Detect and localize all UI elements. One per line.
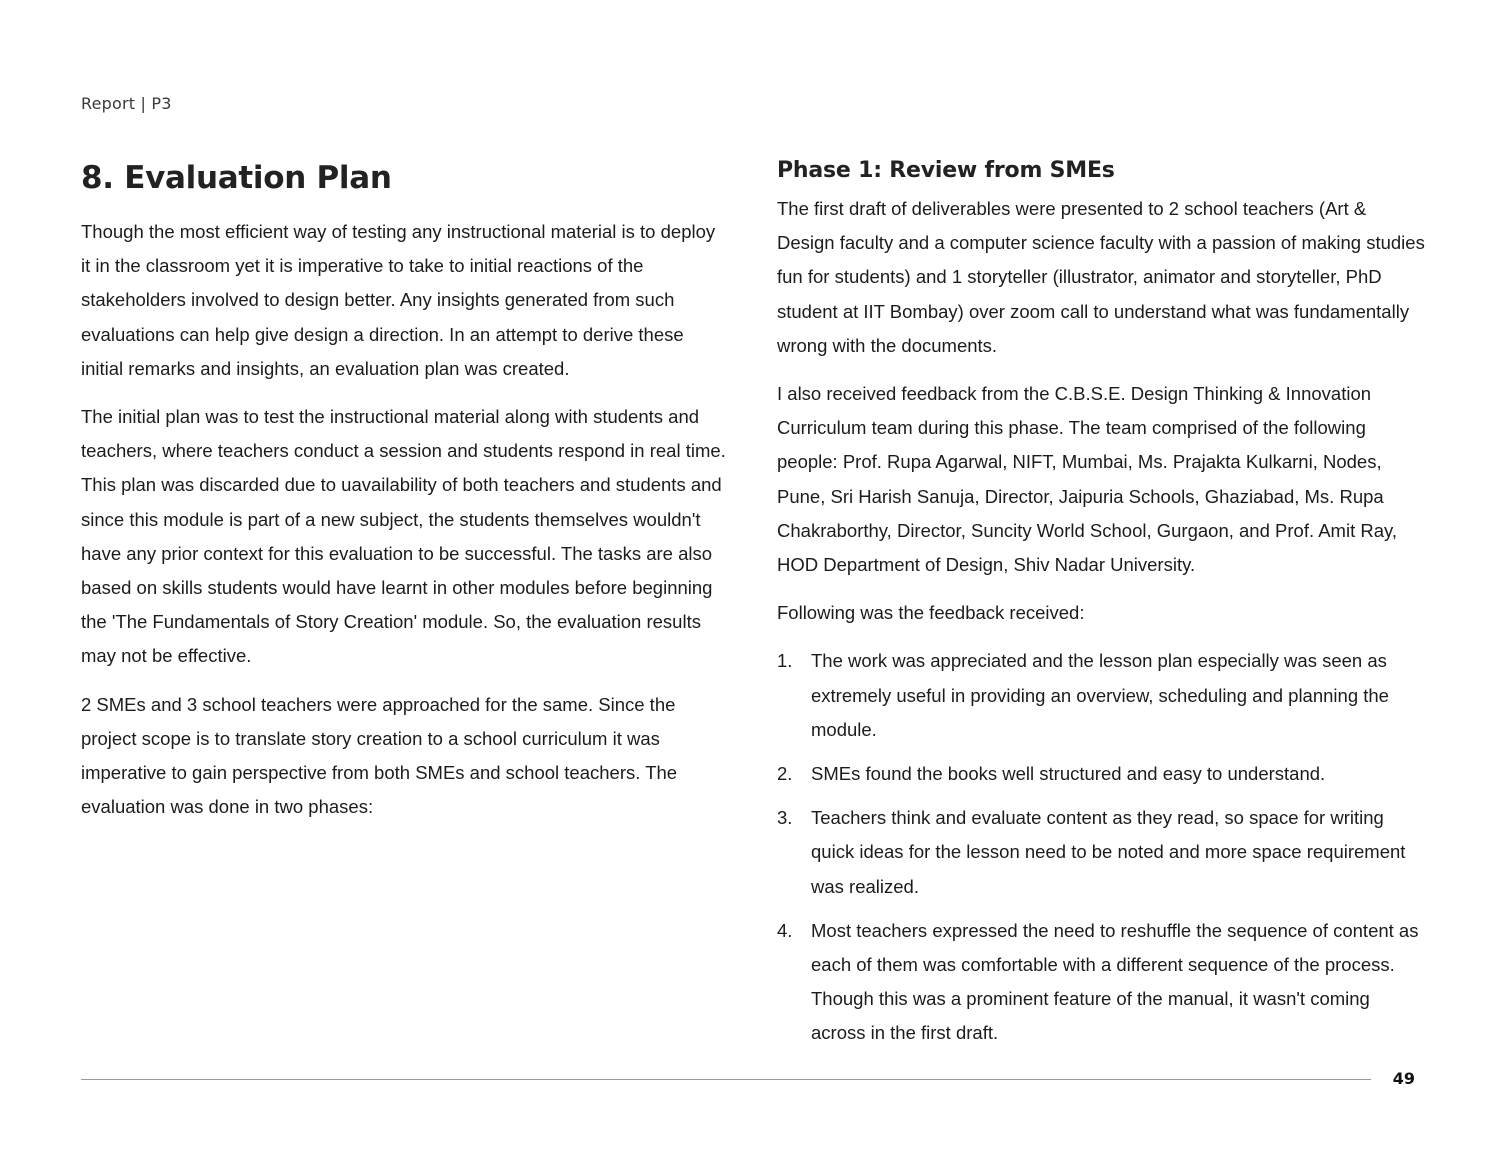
paragraph: Following was the feedback received:	[777, 602, 1085, 624]
list-item-text: Most teachers expressed the need to reshuffle the sequence of content as each of them was comfortable with a different sequence of the process. Though this was a prominent feature of the manual, it wasn't coming across in the first draft.	[811, 919, 1419, 1044]
list-item-text: Teachers think and evaluate content as they read, so space for writing quick ideas for the lesson need to be noted and more space requirement was realized.	[811, 807, 1406, 897]
footer-divider	[81, 1079, 1371, 1080]
right-column	[777, 150, 1425, 1061]
left-column	[81, 150, 726, 838]
list-item	[777, 801, 1425, 904]
paragraph: The initial plan was to test the instructional material along with students and teachers, where teachers conduct a session and students respond in real time. This plan was discarded due to uavailability of both teachers and students and since this module is part of a new subject, the students themselves wouldn't have any prior context for this evaluation to be successful. The tasks are also based on skills students would have learnt in other modules before beginning the 'The Fundamentals of Story Creation' module. So, the evaluation results may not be effective.	[81, 406, 726, 667]
section-title: 8. Evaluation Plan	[81, 160, 392, 196]
paragraph: I also received feedback from the C.B.S.E. Design Thinking & Innovation Curriculum team during this phase. The team comprised of the following people: Prof. Rupa Agarwal, NIFT, Mumbai, Ms. Prajakta Kulkarni, Nodes, Pune, Sri Harish Sanuja, Director, Jaipuria Schools, Ghaziabad, Ms. Rupa Chakraborthy, Director, Suncity World School, Gurgaon, and Prof. Amit Ray, HOD Department of Design, Shiv Nadar University.	[777, 383, 1398, 576]
paragraph: 2 SMEs and 3 school teachers were approached for the same. Since the project scope is to translate story creation to a school curriculum it was imperative to gain perspective from both SMEs and school teachers. The evaluation was done in two phases:	[81, 693, 678, 818]
list-item	[777, 914, 1425, 1051]
header-label: Report | P3	[81, 94, 172, 113]
list-item-number: 2.	[777, 763, 793, 785]
list-item-text: The work was appreciated and the lesson plan especially was seen as extremely useful in providing an overview, scheduling and planning the module.	[811, 650, 1389, 740]
page-number: 49	[1392, 1069, 1415, 1088]
paragraph: The first draft of deliverables were presented to 2 school teachers (Art & Design faculty and a computer science faculty with a passion of making studies fun for students) and 1 storyteller (illustrator, animator and storyteller, PhD student at IIT Bombay) over zoom call to understand what was fundamentally wrong with the documents.	[777, 198, 1425, 356]
feedback-list	[777, 644, 1425, 1050]
list-item-number: 1.	[777, 650, 793, 672]
list-item-text: SMEs found the books well structured and easy to understand.	[811, 763, 1326, 785]
paragraph: Though the most efficient way of testing any instructional material is to deploy it in the classroom yet it is imperative to take to initial reactions of the stakeholders involved to design better. Any insights generated from such evaluations can help give design a direction. In an attempt to derive these initial remarks and insights, an evaluation plan was created.	[81, 221, 716, 379]
list-item-number: 4.	[777, 919, 793, 941]
list-item	[777, 644, 1425, 747]
list-item-number: 3.	[777, 807, 793, 829]
phase-title: Phase 1: Review from SMEs	[777, 158, 1115, 183]
list-item	[777, 757, 1425, 791]
